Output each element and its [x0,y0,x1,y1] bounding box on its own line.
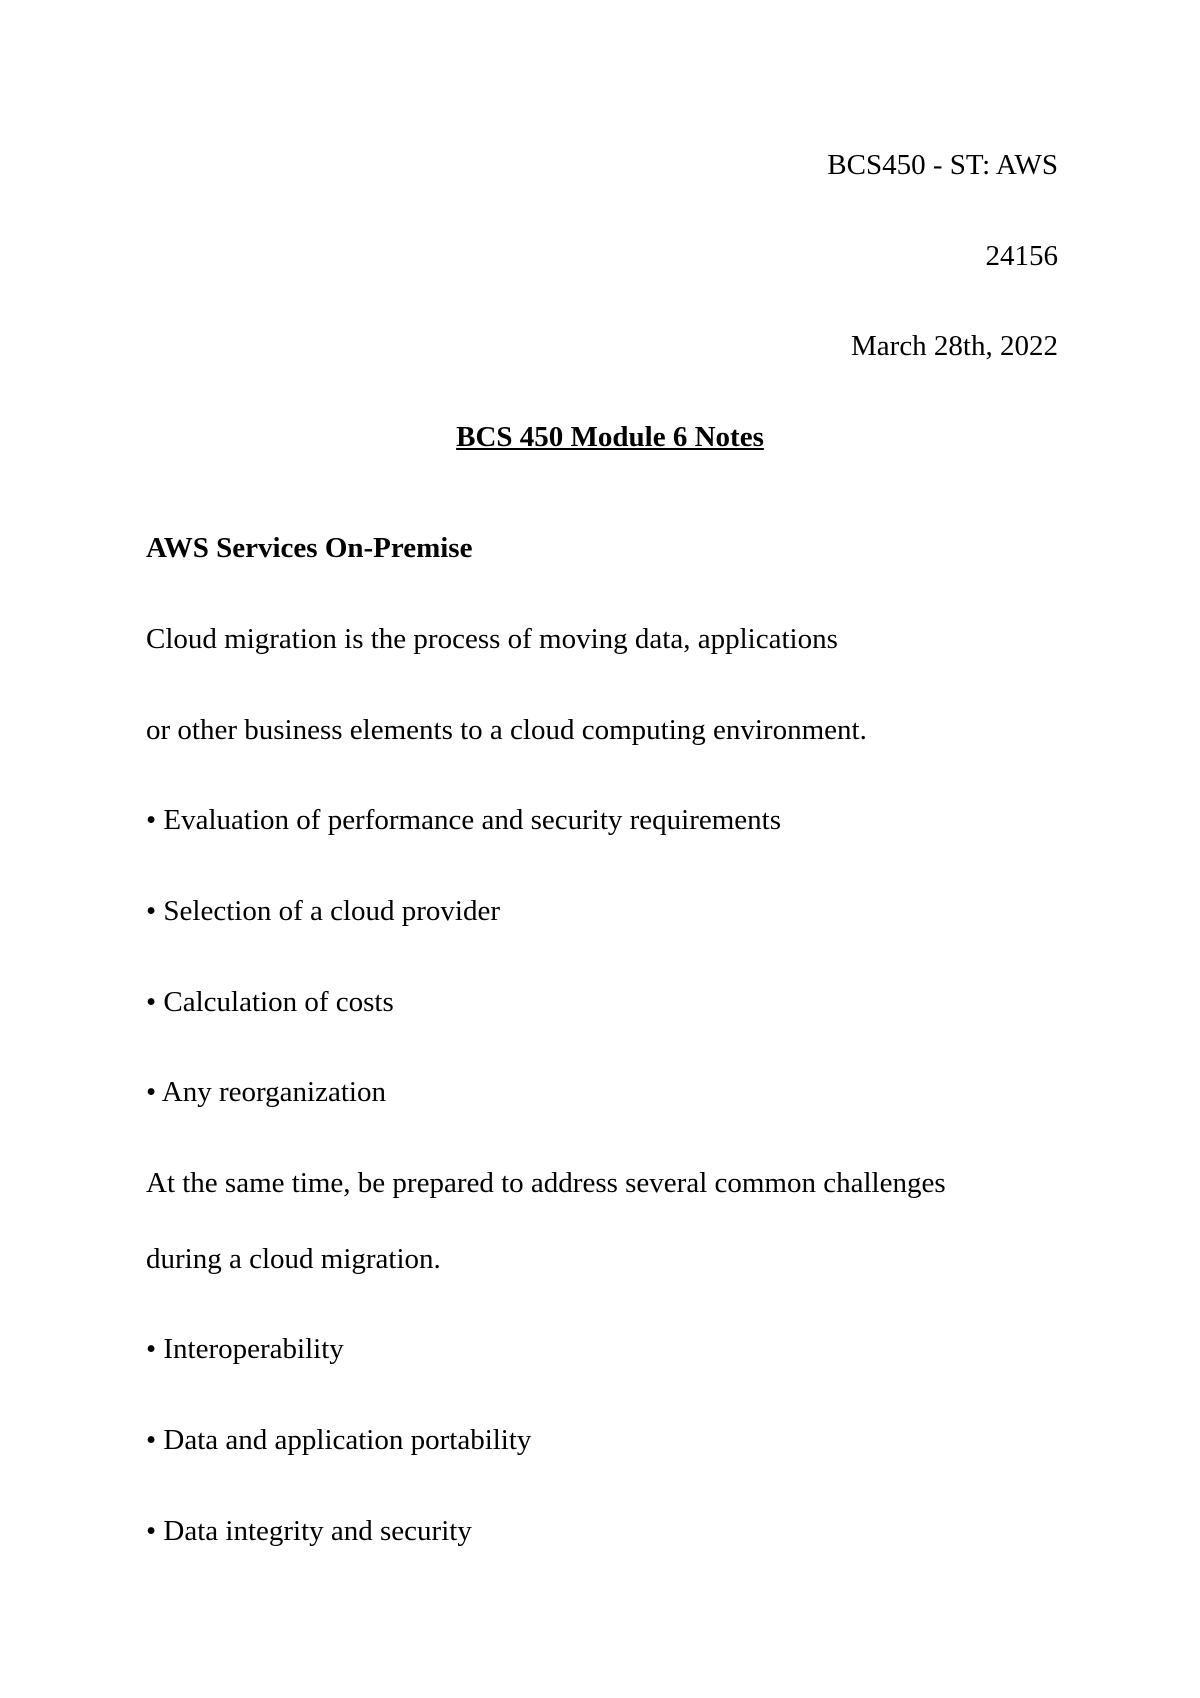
course-code: BCS450 - ST: AWS [827,149,1058,181]
list-item: • Any reorganization [146,1076,386,1108]
paragraph-line: or other business elements to a cloud computing environment. [146,714,867,746]
document-date: March 28th, 2022 [851,330,1058,362]
section-heading: AWS Services On-Premise [146,532,473,564]
paragraph-line: At the same time, be prepared to address several common challenges [146,1167,946,1199]
list-item: • Interoperability [146,1333,344,1365]
document-title: BCS 450 Module 6 Notes [456,421,764,453]
list-item: • Data integrity and security [146,1515,472,1547]
list-item: • Data and application portability [146,1424,532,1456]
list-item: • Calculation of costs [146,986,394,1018]
paragraph-line: during a cloud migration. [146,1243,441,1275]
list-item: • Selection of a cloud provider [146,895,501,927]
list-item: • Evaluation of performance and security requirements [146,804,782,836]
student-id: 24156 [985,240,1058,272]
paragraph-line: Cloud migration is the process of moving data, applications [146,623,838,655]
